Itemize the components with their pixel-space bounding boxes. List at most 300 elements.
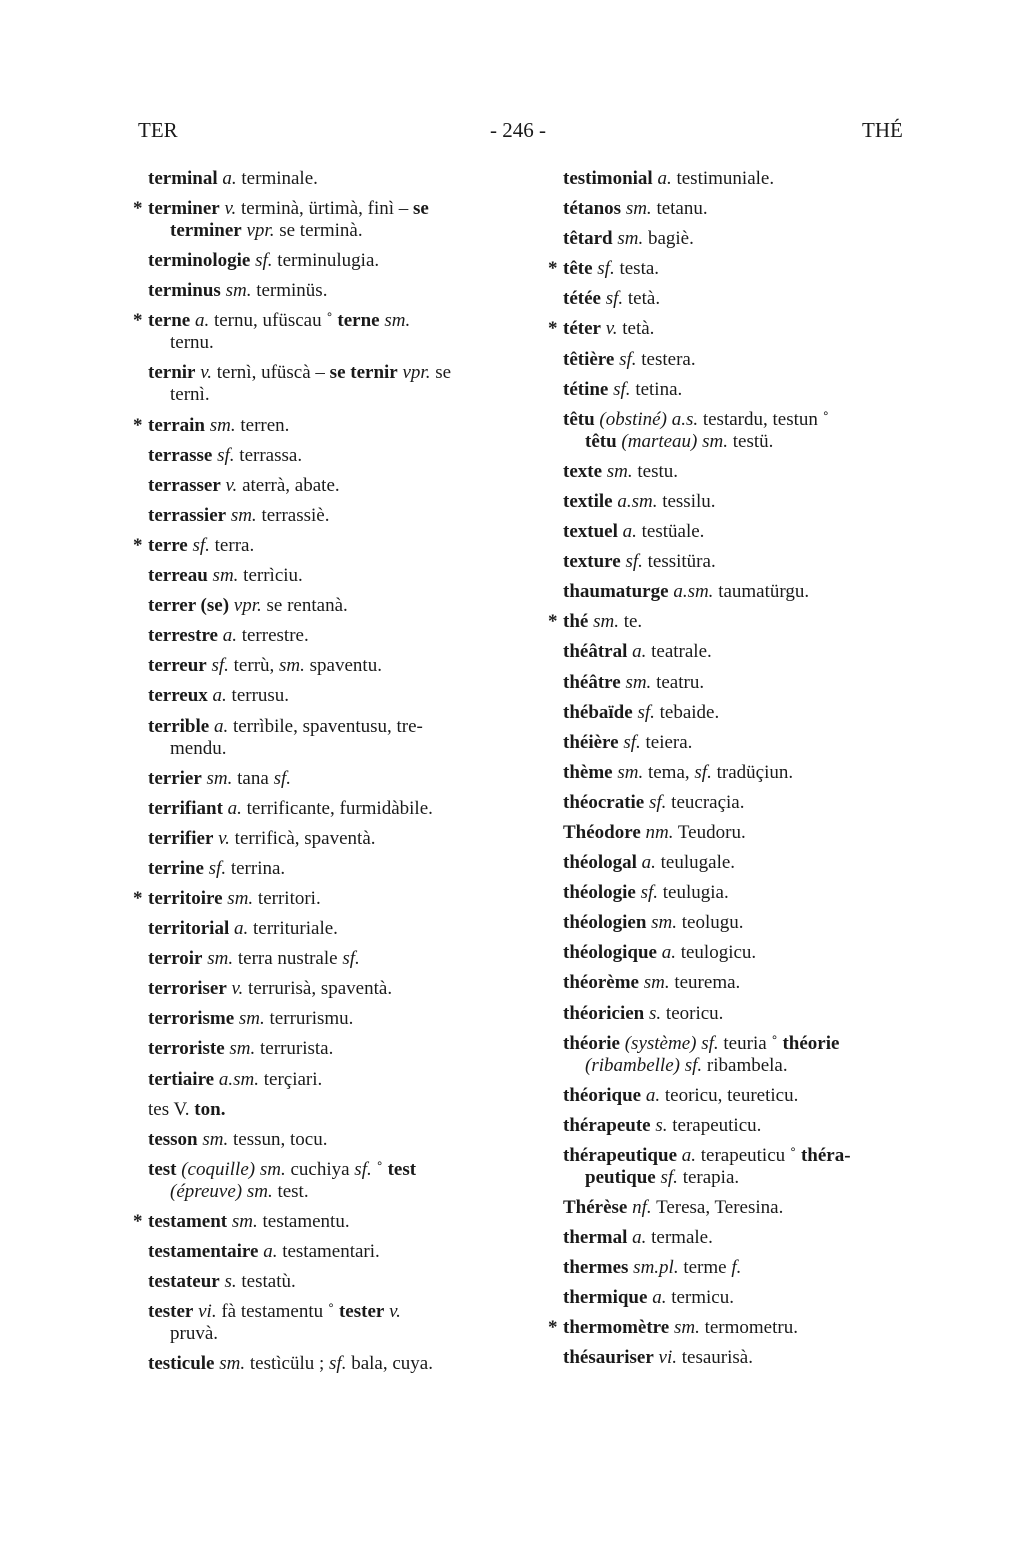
dictionary-entry	[148, 716, 520, 768]
entry-line	[148, 362, 451, 383]
translation-text: terapia.	[677, 1166, 740, 1188]
entry-line	[148, 198, 429, 219]
grammar-label: s.	[224, 1271, 237, 1293]
entry-line	[563, 258, 659, 279]
grammar-label: sm.	[593, 611, 619, 633]
dictionary-entry	[148, 768, 520, 798]
entry-line	[148, 505, 330, 526]
dictionary-entry	[563, 1197, 933, 1227]
translation-text: testamentu.	[257, 1210, 350, 1232]
dictionary-entry	[563, 581, 933, 611]
entry-line	[563, 792, 744, 813]
entry-line	[563, 461, 678, 482]
grammar-label: sm.	[617, 228, 644, 250]
headword: thé	[563, 611, 589, 633]
headword: terrestre	[148, 625, 218, 647]
headword: théocratie	[563, 791, 645, 813]
headword: terrine	[148, 857, 204, 879]
translation-text: ˚	[371, 1158, 388, 1180]
entry-line	[563, 762, 793, 783]
dictionary-entry	[148, 280, 520, 310]
headword: territoire	[148, 887, 223, 909]
translation-text: terrurisà, spaventà.	[243, 978, 393, 1000]
translation-text: teulogicu.	[675, 942, 757, 964]
headword: thésauriser	[563, 1347, 654, 1369]
translation-text: terrurista.	[255, 1038, 334, 1060]
entry-line	[563, 972, 740, 993]
translation-text: teurema.	[669, 972, 741, 994]
translation-text: teatrale.	[646, 641, 712, 663]
dictionary-entry	[563, 1227, 933, 1257]
grammar-label: sm.	[202, 1128, 229, 1150]
grammar-label: sf.	[605, 288, 624, 310]
entry-line	[563, 1003, 723, 1024]
grammar-label: sm.	[617, 761, 644, 783]
entry-marker: *	[548, 258, 558, 280]
dictionary-entry	[148, 685, 520, 715]
grammar-label: a.sm.	[218, 1068, 259, 1090]
dictionary-entry	[133, 534, 520, 565]
headword: tesson	[148, 1128, 198, 1150]
grammar-label: sm.	[231, 1210, 258, 1232]
grammar-label: a.	[632, 641, 647, 663]
grammar-label: (ribambelle) sf.	[585, 1054, 703, 1076]
entry-line	[148, 1301, 401, 1322]
entry-line	[563, 822, 746, 843]
entry-line	[148, 250, 379, 271]
dictionary-entry	[563, 942, 933, 972]
headword: terrorisme	[148, 1008, 235, 1030]
translation-text: terme	[678, 1257, 732, 1279]
grammar-label: sm.	[229, 1038, 256, 1060]
dictionary-entry	[148, 1008, 520, 1038]
grammar-label: (épreuve) sm.	[170, 1180, 273, 1202]
entry-line	[563, 1197, 783, 1218]
grammar-label: s.	[655, 1114, 668, 1136]
headword: peutique	[585, 1166, 656, 1188]
translation-text: termicu.	[666, 1287, 734, 1309]
translation-text: tesaurisà.	[676, 1347, 753, 1369]
grammar-label: sf.	[208, 857, 227, 879]
dictionary-entry	[563, 702, 933, 732]
translation-text: terra.	[209, 534, 255, 556]
grammar-label: v.	[218, 827, 230, 849]
headword: testateur	[148, 1271, 220, 1293]
grammar-label: a.	[263, 1241, 278, 1262]
dictionary-entry	[563, 1145, 933, 1197]
dictionary-entry	[563, 349, 933, 379]
dictionary-entry	[548, 611, 933, 641]
headword: Thérèse	[563, 1197, 628, 1218]
headword: thaumaturge	[563, 581, 669, 603]
entry-line	[148, 625, 309, 646]
headword: terrifiant	[148, 797, 223, 819]
entry-marker: *	[133, 887, 143, 909]
dictionary-entry	[563, 491, 933, 521]
entry-line	[563, 1145, 851, 1166]
translation-text: se	[430, 362, 452, 384]
grammar-label: sf.	[623, 731, 641, 753]
headword: textuel	[563, 521, 618, 543]
headword: terrifier	[148, 827, 214, 849]
entry-line	[563, 1317, 798, 1338]
entry-marker: *	[548, 1317, 558, 1339]
headword: tête	[563, 258, 593, 280]
grammar-label: a.sm.	[617, 490, 658, 512]
headword: théologien	[563, 912, 647, 934]
grammar-label: a.	[652, 1287, 667, 1309]
translation-text: testera.	[636, 348, 696, 370]
grammar-label: sf.	[273, 767, 291, 789]
translation-text: tessilu.	[657, 490, 716, 512]
dictionary-entry	[548, 258, 933, 288]
grammar-label: sm.	[238, 1008, 265, 1030]
entry-line	[148, 384, 520, 406]
entry-line	[148, 1323, 520, 1345]
translation-text: terrassiè.	[256, 504, 330, 526]
headword: têtu	[585, 430, 617, 452]
dictionary-entry	[148, 250, 520, 280]
headword: test	[148, 1158, 177, 1180]
translation-text: tetanu.	[651, 198, 708, 220]
translation-text: testìcülu ;	[245, 1353, 330, 1375]
translation-text: territori.	[253, 887, 321, 909]
entry-line	[148, 1099, 225, 1120]
headword: tertiaire	[148, 1068, 215, 1090]
headword: théière	[563, 731, 619, 753]
dictionary-entry	[133, 887, 520, 918]
grammar-label: sf.	[354, 1158, 372, 1180]
grammar-label: a.	[233, 918, 249, 940]
entry-marker: *	[133, 414, 143, 436]
translation-text: teulugia.	[658, 882, 729, 904]
grammar-label: sf.	[329, 1353, 347, 1375]
entry-line	[148, 535, 254, 556]
headword: terrer (se)	[148, 595, 230, 617]
headword: tester	[338, 1301, 385, 1323]
entry-line	[563, 852, 735, 873]
grammar-label: a.	[212, 685, 227, 707]
headword: thébaïde	[563, 701, 633, 723]
entry-line	[563, 198, 708, 219]
headword: texte	[563, 460, 603, 482]
entry-line	[563, 431, 933, 453]
translation-text: tana	[232, 767, 274, 789]
entry-line	[563, 1287, 734, 1308]
dictionary-entry	[563, 1287, 933, 1317]
entry-line	[563, 409, 829, 430]
headword: thermal	[563, 1227, 628, 1249]
translation-text: teoricu, teureticu.	[660, 1084, 799, 1106]
headword: Théodore	[563, 821, 641, 843]
translation-text: tetina.	[630, 378, 683, 400]
grammar-label: sm.	[227, 887, 254, 909]
translation-text: tessitüra.	[642, 551, 716, 573]
dictionary-entry	[563, 1347, 933, 1377]
translation-text: ribambela.	[702, 1054, 788, 1076]
dictionary-entry	[563, 288, 933, 318]
dictionary-entry	[563, 168, 933, 198]
entry-line	[563, 672, 704, 693]
translation-text: ternì.	[170, 384, 210, 406]
entry-line	[563, 1055, 933, 1077]
grammar-label: sm.	[207, 948, 234, 970]
grammar-label: sf.	[192, 534, 210, 556]
headword: thérapeutique	[563, 1144, 677, 1166]
headword: testament	[148, 1210, 228, 1232]
translation-text: terminulugia.	[272, 250, 380, 272]
dictionary-entry	[563, 822, 933, 852]
headword: thermomètre	[563, 1317, 670, 1339]
headword: terroriser	[148, 978, 227, 1000]
grammar-label: a.	[632, 1227, 647, 1249]
headword: ton.	[194, 1098, 226, 1120]
entry-line	[148, 220, 520, 242]
dictionary-entry	[133, 198, 520, 250]
headword: théologique	[563, 942, 657, 964]
translation-text: teuria ˚	[718, 1032, 783, 1054]
dictionary-entry	[548, 1317, 933, 1347]
translation-text: terrestre.	[236, 625, 309, 647]
entry-line	[563, 1167, 933, 1189]
grammar-label: sf.	[660, 1166, 678, 1188]
headword: tétanos	[563, 198, 622, 220]
translation-text: test.	[272, 1180, 309, 1202]
entry-line	[563, 491, 716, 512]
headword: terrassier	[148, 504, 227, 526]
headword: théorème	[563, 972, 639, 994]
dictionary-entry	[563, 1003, 933, 1033]
grammar-label: (système) sf.	[624, 1032, 719, 1054]
grammar-label: a.	[222, 625, 237, 647]
dictionary-entry	[148, 798, 520, 828]
grammar-label: sf.	[694, 761, 712, 783]
entry-line	[563, 1257, 741, 1278]
dictionary-entry	[563, 641, 933, 671]
dictionary-entry	[563, 1115, 933, 1145]
headword: tétine	[563, 378, 609, 400]
headword: théologie	[563, 882, 636, 904]
grammar-label: a.	[194, 310, 210, 332]
entry-line	[563, 912, 744, 933]
entry-line	[148, 1038, 333, 1059]
translation-text: terrìbile, spaventusu, tre-	[228, 715, 423, 737]
dictionary-entry	[563, 732, 933, 762]
dictionary-entry	[148, 858, 520, 888]
dictionary-entry	[148, 362, 520, 414]
grammar-label: s.	[649, 1002, 662, 1024]
headword: texture	[563, 551, 621, 573]
headword: terminologie	[148, 250, 251, 272]
page-header	[0, 118, 1024, 150]
grammar-label: a.sm.	[673, 581, 714, 603]
grammar-label: sf.	[255, 250, 273, 272]
headword: testimonial	[563, 168, 653, 189]
grammar-label: sm.	[625, 198, 652, 220]
grammar-label: f.	[731, 1257, 742, 1279]
translation-text: terrìciu.	[238, 565, 303, 587]
headword: test	[387, 1158, 417, 1180]
entry-line	[563, 1227, 713, 1248]
dictionary-entry	[563, 912, 933, 942]
headword: terreau	[148, 565, 208, 587]
translation-text: Teresa, Teresina.	[651, 1197, 784, 1218]
headword: théorique	[563, 1084, 642, 1106]
grammar-label: sm.	[279, 655, 305, 677]
dictionary-entry	[563, 379, 933, 409]
grammar-label: vpr.	[246, 220, 275, 242]
translation-text: terrina.	[226, 857, 286, 879]
headword: thermique	[563, 1287, 648, 1309]
entry-line	[148, 280, 327, 301]
entry-line	[148, 685, 289, 706]
dictionary-entry	[563, 409, 933, 461]
headword: théoricien	[563, 1002, 645, 1024]
grammar-label: a.	[213, 715, 229, 737]
dictionary-entry	[563, 198, 933, 228]
grammar-label: a.	[657, 168, 672, 189]
translation-text: terrificà, spaventà.	[229, 827, 376, 849]
translation-text: tes V.	[148, 1098, 195, 1120]
headword: se	[413, 198, 429, 220]
translation-text: pruvà.	[170, 1323, 219, 1345]
dictionary-entry	[148, 505, 520, 535]
grammar-label: v.	[605, 318, 618, 340]
dictionary-entry	[148, 655, 520, 685]
headword: terminus	[148, 280, 221, 302]
entry-line	[148, 415, 289, 436]
grammar-label: sf.	[211, 655, 229, 677]
translation-text: testardu, testun ˚	[698, 408, 829, 430]
headword: terrible	[148, 715, 210, 737]
headword: terrain	[148, 414, 205, 436]
grammar-label: sf.	[637, 701, 655, 723]
dictionary-entry	[548, 318, 933, 348]
dictionary-entry	[563, 1033, 933, 1085]
dictionary-entry	[563, 972, 933, 1002]
headword: terminer	[148, 198, 220, 220]
entry-line	[563, 581, 809, 602]
dictionary-entry	[563, 762, 933, 792]
translation-text: territuriale.	[248, 918, 338, 940]
translation-text: tessun, tocu.	[228, 1128, 328, 1150]
translation-text: taumatürgu.	[713, 581, 810, 603]
translation-text: terrù,	[228, 655, 280, 677]
translation-text: terren.	[235, 414, 290, 436]
dictionary-entry	[148, 1301, 520, 1353]
grammar-label: sm.	[206, 767, 233, 789]
translation-text: mendu.	[170, 737, 227, 759]
entry-line	[563, 551, 716, 572]
translation-text: tema,	[643, 761, 695, 783]
headword: théâtral	[563, 641, 628, 663]
dictionary-entry	[148, 595, 520, 625]
dictionary-entry	[148, 828, 520, 858]
dictionary-entry	[148, 565, 520, 595]
headword: terre	[148, 534, 188, 556]
entry-line	[148, 978, 392, 999]
translation-text: bagiè.	[643, 228, 694, 250]
translation-text: tebaide.	[654, 701, 720, 723]
entry-marker: *	[133, 534, 143, 556]
header-right: THÉ	[862, 118, 903, 142]
entry-line	[563, 882, 729, 903]
entry-line	[148, 858, 285, 879]
entry-line	[563, 732, 692, 753]
headword: têtu	[563, 408, 595, 430]
headword: théâtre	[563, 671, 621, 693]
entry-line	[563, 521, 704, 542]
entry-line	[148, 1008, 353, 1029]
headword: textile	[563, 490, 613, 512]
translation-text: testüale.	[636, 521, 705, 543]
entry-marker: *	[548, 318, 558, 340]
dictionary-entry	[563, 461, 933, 491]
grammar-label: a.	[227, 797, 242, 819]
headword: terroriste	[148, 1038, 225, 1060]
grammar-label: vpr.	[233, 595, 262, 617]
grammar-label: sf.	[640, 882, 659, 904]
grammar-label: sm.	[643, 972, 670, 994]
dictionary-entry	[563, 792, 933, 822]
grammar-label: sf.	[217, 444, 235, 466]
entry-line	[148, 475, 340, 496]
grammar-label: sf.	[625, 551, 643, 573]
grammar-label: sf.	[619, 348, 637, 370]
headword: thème	[563, 761, 613, 783]
entry-line	[563, 379, 682, 400]
headword: têtard	[563, 228, 613, 250]
entry-marker: *	[133, 198, 143, 220]
dictionary-entry	[148, 1038, 520, 1068]
dictionary-entry	[133, 310, 520, 362]
entry-line	[148, 445, 302, 466]
entry-line	[148, 1069, 322, 1090]
headword: tester	[148, 1301, 194, 1323]
entry-line	[148, 1353, 433, 1374]
translation-text: testatù.	[236, 1271, 296, 1293]
entry-line	[148, 332, 520, 354]
entry-line	[563, 1033, 839, 1054]
grammar-label: nm.	[645, 821, 674, 843]
dictionary-entry	[563, 672, 933, 702]
translation-text: cuchiya	[285, 1158, 355, 1180]
entry-marker: *	[548, 611, 558, 633]
grammar-label: a.	[641, 852, 656, 874]
dictionary-entry	[148, 1241, 520, 1271]
headword: tétée	[563, 288, 601, 310]
entry-line	[148, 1129, 327, 1150]
entry-line	[563, 349, 696, 370]
translation-text: ternu.	[170, 332, 214, 354]
entry-line	[148, 655, 382, 676]
grammar-label: a.	[645, 1084, 661, 1106]
left-column	[133, 168, 520, 1383]
dictionary-entry	[563, 551, 933, 581]
headword: terminer	[170, 220, 242, 242]
translation-text: testa.	[614, 258, 660, 280]
translation-text: teiera.	[640, 731, 693, 753]
right-column	[548, 168, 933, 1378]
headword: se ternir	[329, 362, 398, 384]
translation-text: terapeuticu ˚	[696, 1144, 801, 1166]
page-number: - 246 -	[490, 118, 546, 142]
headword: terminal	[148, 168, 218, 189]
translation-text: se rentanà.	[261, 595, 348, 617]
translation-text: terrificante, furmidàbile.	[241, 797, 433, 819]
dictionary-entry	[148, 1069, 520, 1099]
translation-text: terminale.	[236, 168, 318, 189]
